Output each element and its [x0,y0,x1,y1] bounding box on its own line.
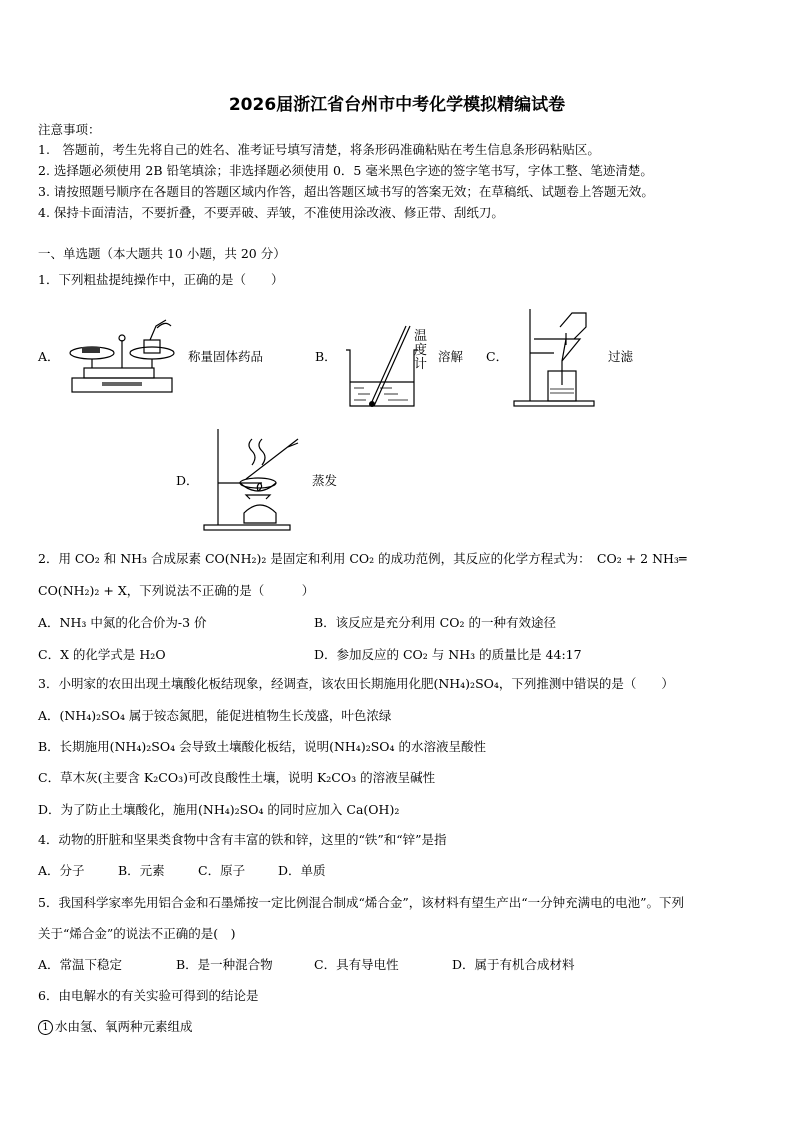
q5-stem-line-2: 关于“烯合金”的说法不正确的是( ) [38,926,236,941]
page-title: 2026届浙江省台州市中考化学模拟精编试卷 [228,95,566,115]
q2-stem-line-1: 2．用 CO₂ 和 NH₃ 合成尿素 CO(NH₂)₂ 是固定和利用 CO₂ 的成功范例，其反应的化学方程式为： CO₂ + 2 NH₃═ [38,551,687,566]
q4-stem: 4．动物的肝脏和坚果类食物中含有丰富的铁和锌，这里的“铁”和“锌”是指 [38,832,447,847]
q3-option-d: D．为了防止土壤酸化，施用(NH₄)₂SO₄ 的同时应加入 Ca(OH)₂ [38,802,400,817]
q4-option-b: B．元素 [118,863,165,878]
thermometer-label-2: 度 [414,343,428,358]
notice-item-2: 2. 选择题必须使用 2B 铅笔填涂；非选择题必须使用 0．5 毫米黑色字迹的签字笔书写，字体工整、笔迹清楚。 [38,163,653,178]
filtration-setup-image [510,305,605,409]
evaporation-setup-image [202,425,312,535]
q5-stem-line-1: 5．我国科学家率先用铝合金和石墨烯按一定比例混合制成“烯合金”，该材料有望生产出“一分钟充满电的电池”。下列 [38,895,685,910]
q3-option-a: A．(NH₄)₂SO₄ 属于铵态氮肥，能促进植物生长茂盛，叶色浓绿 [38,708,392,723]
q5-option-c: C．具有导电性 [314,957,399,972]
notice-item-4: 4. 保持卡面清洁，不要折叠，不要弄破、弄皱，不准使用涂改液、修正带、刮纸刀。 [38,205,504,220]
q5-option-b: B．是一种混合物 [176,957,273,972]
q3-stem: 3．小明家的农田出现土壤酸化板结现象，经调查，该农田长期施用化肥(NH₄)₂SO₄，下列推测中错误的是（ ） [38,676,674,691]
q1-option-c-text: 过滤 [608,349,634,364]
balance-scale-image [62,318,182,400]
q1-stem: 1．下列粗盐提纯操作中，正确的是（ ） [38,272,284,287]
q3-option-c: C．草木灰(主要含 K₂CO₃)可改良酸性土壤，说明 K₂CO₃ 的溶液呈碱性 [38,770,436,785]
q1-option-b-text: 溶解 [438,349,464,364]
q6-stem: 6．由电解水的有关实验可得到的结论是 [38,988,259,1003]
thermometer-label-3: 计 [414,357,428,372]
notice-item-3: 3. 请按照题号顺序在各题目的答题区域内作答，超出答题区域书写的答案无效；在草稿纸、试题卷上答题无效。 [38,184,654,199]
q4-option-d: D．单质 [278,863,326,878]
q1-option-d-text: 蒸发 [312,473,338,488]
thermometer-label-1: 温 [414,329,428,344]
q4-option-a: A．分子 [38,863,85,878]
notice-item-1: 1. 答题前，考生先将自己的姓名、准考证号填写清楚，将条形码准确粘贴在考生信息条形码粘贴区。 [38,142,600,157]
q6-item-1-text: 水由氢、氧两种元素组成 [55,1019,193,1034]
q2-option-a: A．NH₃ 中氮的化合价为-3 价 [38,615,207,630]
q1-option-d-letter: D． [176,473,199,488]
q2-stem-line-2: CO(NH₂)₂ + X，下列说法不正确的是（ ） [38,583,315,598]
q5-option-d: D．属于有机合成材料 [452,957,575,972]
q5-option-a: A．常温下稳定 [38,957,123,972]
q2-option-b: B．该反应是充分利用 CO₂ 的一种有效途径 [314,615,556,630]
q3-option-b: B．长期施用(NH₄)₂SO₄ 会导致土壤酸化板结，说明(NH₄)₂SO₄ 的水溶液呈酸性 [38,739,487,754]
notice-heading: 注意事项： [38,122,101,137]
q6-item-1 [38,1019,193,1035]
section-heading: 一、单选题（本大题共 10 小题，共 20 分） [38,246,286,261]
q4-option-c: C．原子 [198,863,246,878]
q1-option-a-letter: A． [38,349,60,364]
q1-option-b-letter: B． [315,349,337,364]
q2-option-d: D．参加反应的 CO₂ 与 NH₃ 的质量比是 44:17 [314,647,582,662]
circled-number: 1 [38,1020,53,1035]
q1-option-a-text: 称量固体药品 [188,349,264,364]
q2-option-c: C．X 的化学式是 H₂O [38,647,166,662]
q1-option-c-letter: C． [486,349,509,364]
